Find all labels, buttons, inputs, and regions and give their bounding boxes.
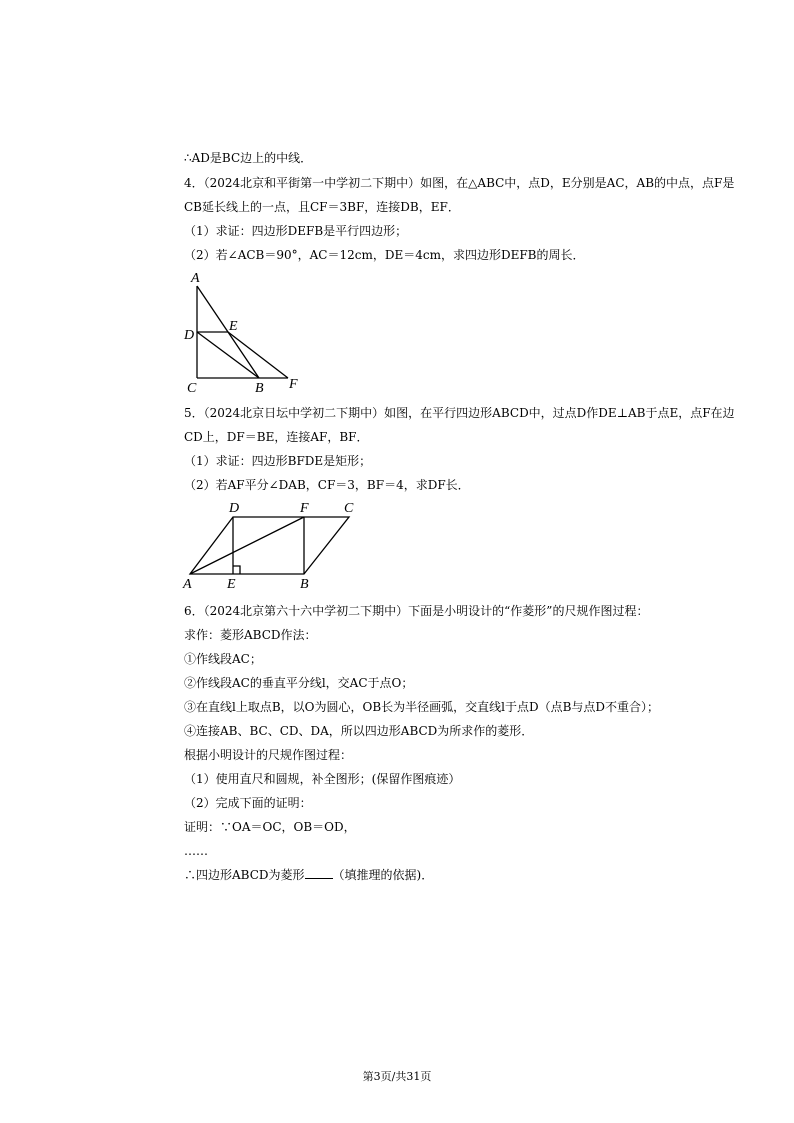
- question-5-stem: 5．（2024北京日坛中学初二下期中）如图，在平行四边形ABCD中，过点D作DE⊥AB于点E，点F在边: [184, 406, 735, 420]
- question-6-stem: 6．（2024北京第六十六中学初二下期中）下面是小明设计的“作菱形”的尺规作图过程：: [184, 604, 649, 618]
- proof-conclusion-text: ∴四边形ABCD为菱形: [184, 868, 305, 882]
- question-5-part-1: （1）求证：四边形BFDE是矩形；: [184, 454, 372, 468]
- question-6-task: 求作：菱形ABCD作法：: [184, 628, 317, 642]
- fig2-label-b: B: [300, 577, 309, 592]
- question-6-step-2: ②作线段AC的垂直平分线l，交AC于点O；: [184, 676, 414, 690]
- fig1-label-b: B: [255, 381, 264, 396]
- fig1-label-d: D: [184, 328, 195, 343]
- question-6-instruction: 根据小明设计的尺规作图过程：: [184, 748, 353, 762]
- fig2-label-e: E: [227, 577, 236, 592]
- question-6-proof-1: 证明：∵OA＝OC，OB＝OD，: [184, 820, 356, 834]
- proof-conclusion-hint: （填推理的依据)．: [332, 868, 434, 882]
- fig2-label-a: A: [183, 577, 192, 592]
- question-4-part-1: （1）求证：四边形DEFB是平行四边形；: [184, 224, 408, 238]
- question-4-stem-cont: CB延长线上的一点，且CF＝3BF，连接DB，EF．: [184, 200, 460, 214]
- question-6-step-4: ④连接AB、BC、CD、DA，所以四边形ABCD为所求作的菱形．: [184, 724, 534, 738]
- question-6-step-1: ①作线段AC；: [184, 652, 262, 666]
- fig2-label-d: D: [229, 501, 240, 516]
- question-6-step-3: ③在直线l上取点B，以O为圆心，OB长为半径画弧，交直线l于点D（点B与点D不重合）；: [184, 700, 660, 714]
- question-6-proof-ellipsis: ……: [184, 844, 208, 858]
- question-4-part-2: （2）若∠ACB＝90°，AC＝12cm，DE＝4cm，求四边形DEFB的周长．: [184, 248, 585, 262]
- answer-blank[interactable]: [305, 868, 333, 879]
- question-4-stem: 4．（2024北京和平街第一中学初二下期中）如图，在△ABC中，点D，E分别是AC，AB的中点，点F是: [184, 176, 735, 190]
- fig1-label-c: C: [187, 381, 197, 396]
- fig1-label-f: F: [289, 377, 298, 392]
- fig1-label-e: E: [229, 319, 238, 334]
- question-6-part-1: （1）使用直尺和圆规，补全图形；(保留作图痕迹）: [184, 772, 461, 786]
- page-footer: 第3页/共31页: [362, 1070, 432, 1083]
- question-5-stem-cont: CD上，DF＝BE，连接AF，BF．: [184, 430, 369, 444]
- question-6-part-2: （2）完成下面的证明：: [184, 796, 312, 810]
- fig2-label-c: C: [344, 501, 354, 516]
- line-conclusion: ∴AD是BC边上的中线．: [184, 151, 313, 165]
- question-6-proof-conclusion: [184, 867, 433, 883]
- question-5-part-2: （2）若AF平分∠DAB，CF＝3，BF＝4，求DF长．: [184, 478, 470, 492]
- fig1-label-a: A: [191, 271, 200, 286]
- fig2-label-f: F: [300, 501, 309, 516]
